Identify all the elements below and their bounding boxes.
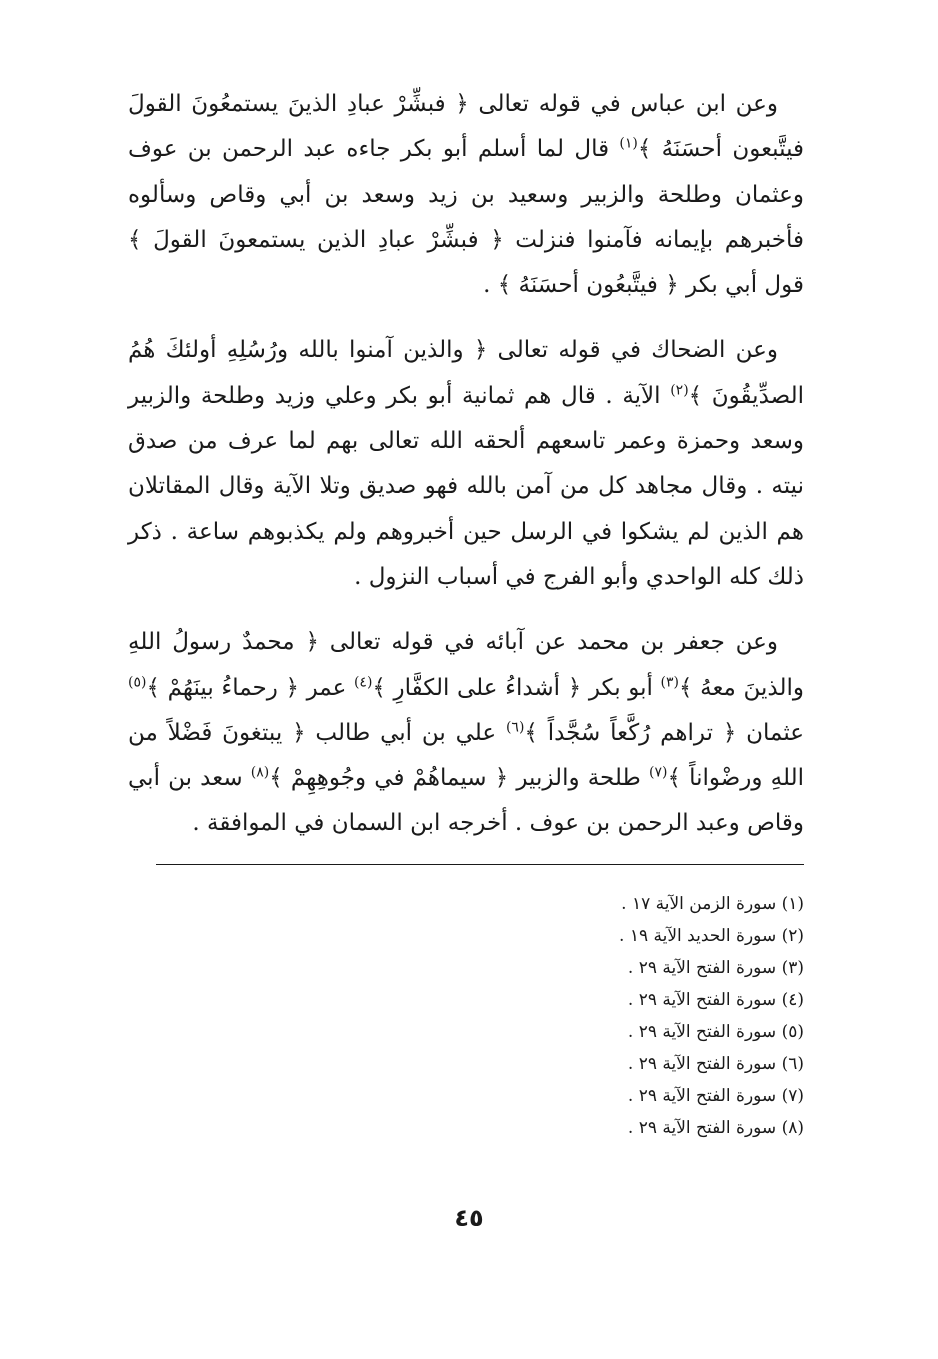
text-segment: الآية . قال هم ثمانية أبو بكر وعلي وزيد وطلحة والزبير وسعد وحمزة وعمر تاسعهم ألحقه الله تعالى بهم لما عرف من صدق نيته . وقال مجاهد كل من آمن بالله فهو صديق وتلا الآية وقال المقاتلان هم الذين لم يشكوا في الرسل حين أخبروهم ولم يكذبوهم ساعة . ذكر ذلك كله الواحدي وأبو الفرج في أسباب النزول .	[128, 382, 804, 590]
paragraph-dahhak	[128, 328, 804, 600]
footnote-item: (٦) سورة الفتح الآية ٢٩ .	[627, 1054, 804, 1074]
footnote-reference: (١)	[619, 135, 638, 152]
footnote-reference: (٢)	[670, 382, 689, 399]
main-text	[128, 82, 804, 867]
text-segment: عمر ﴿ رحماءُ بينَهُمْ ﴾	[146, 674, 354, 701]
footnote-item: (٣) سورة الفتح الآية ٢٩ .	[627, 958, 804, 978]
page-number: ٤٥	[454, 1204, 484, 1232]
text-segment: طلحة والزبير ﴿ سيماهُمْ في وجُوهِهِمْ ﴾	[269, 765, 649, 792]
text-segment: وعن ابن عباس في قوله تعالى ﴿ فبشِّرْ عبادِ الذينَ يستمعُونَ القولَ فيتَّبعون أحسَنَهُ ﴾	[128, 91, 805, 163]
text-segment: وعن جعفر بن محمد عن آبائه في قوله تعالى ﴿ محمدٌ رسولُ اللهِ والذينَ معهُ ﴾	[128, 629, 804, 701]
text-segment: علي بن أبي طالب ﴿ يبتغونَ فَضْلاً من اللهِ ورضْواناً ﴾	[128, 719, 804, 792]
footnote-item: (٧) سورة الفتح الآية ٢٩ .	[627, 1086, 804, 1106]
text-segment: عثمان ﴿ تراهم رُكَّعاً سُجَّداً ﴾	[524, 719, 804, 746]
paragraph-ibn-abbas	[128, 82, 804, 308]
footnote-reference: (٤)	[353, 673, 373, 690]
paragraph-jafar	[128, 620, 804, 846]
footnote-item: (٥) سورة الفتح الآية ٢٩ .	[627, 1022, 804, 1042]
footnote-item: (٢) سورة الحديد الآية ١٩ .	[619, 926, 804, 946]
footnote-item: (٤) سورة الفتح الآية ٢٩ .	[627, 990, 804, 1010]
footnote-item: (٨) سورة الفتح الآية ٢٩ .	[627, 1118, 804, 1138]
text-segment: وعن الضحاك في قوله تعالى ﴿ والذين آمنوا بالله ورُسُلِهِ أولئكَ هُمُ الصدِّيقُونَ ﴾	[128, 337, 805, 409]
footnote-reference: (٣)	[660, 673, 680, 690]
footnote-separator	[156, 864, 804, 865]
footnote-reference: (٥)	[128, 673, 147, 690]
text-segment: قال لما أسلم أبو بكر جاءه عبد الرحمن بن عوف وعثمان وطلحة والزبير وسعيد بن زيد وسعد بن أبي وقاص وسألوه فأخبرهم بإيمانه فآمنوا فنزلت ﴿ فبشِّرْ عبادِ الذين يستمعونَ القولَ ﴾ قول أبي بكر ﴿ فيتَّبعُون أحسَنَهُ ﴾ .	[128, 136, 804, 299]
text-segment: أبو بكر ﴿ أشداءُ على الكفَّارِ ﴾	[372, 674, 661, 701]
footnotes-list	[404, 888, 804, 1144]
footnote-reference: (٨)	[250, 764, 270, 781]
footnote-reference: (٧)	[648, 764, 668, 781]
footnote-reference: (٦)	[505, 719, 525, 736]
footnote-item: (١) سورة الزمن الآية ١٧ .	[621, 894, 804, 914]
text-segment: سعد بن أبي وقاص وعبد الرحمن بن عوف . أخرجه ابن السمان في الموافقة .	[128, 765, 804, 837]
